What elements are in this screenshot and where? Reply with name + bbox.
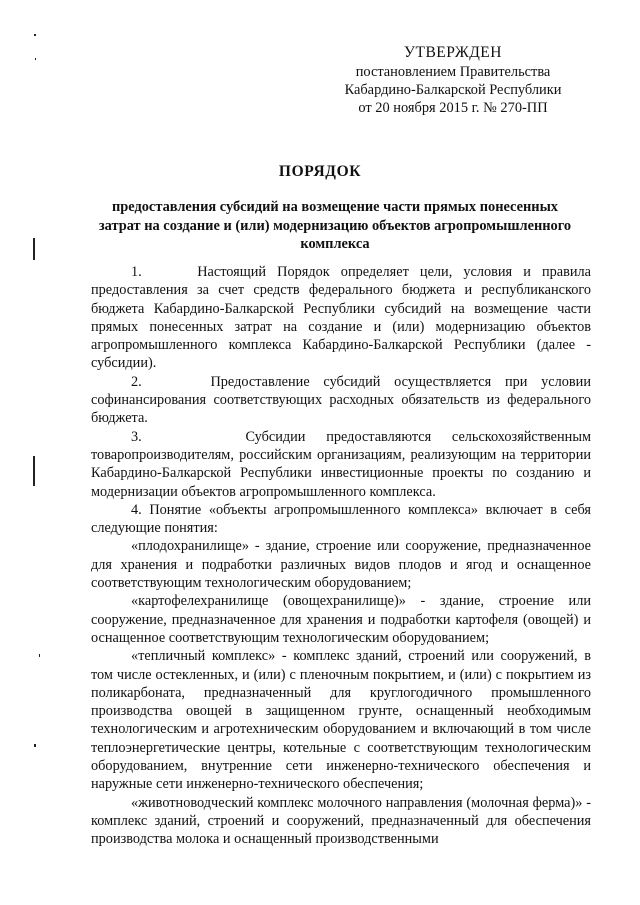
approval-line-3: от 20 ноября 2015 г. № 270-ПП	[358, 100, 548, 116]
approval-line-2: Кабардино-Балкарской Республики	[344, 82, 562, 98]
definition-dairy-farm: «животноводческий комплекс молочного направления (молочная ферма)» - комплекс зданий, строений и сооружений, предназначенный для обеспечения производства молока и оснащенный производственными	[91, 794, 591, 848]
document-subtitle: предоставления субсидий на возмещение части прямых понесенных затрат на создание и (или) модернизацию объектов агропромышленного комплекса	[98, 199, 572, 252]
scan-artifact	[34, 744, 36, 747]
document-body	[91, 263, 591, 849]
scan-artifact	[33, 238, 35, 260]
paragraph-2: 2. Предоставление субсидий осуществляется при условии софинансирования соответствующих расходных обязательств из федерального бюджета.	[91, 373, 591, 427]
paragraph-4: 4. Понятие «объекты агропромышленного комплекса» включает в себя следующие понятия:	[91, 501, 591, 537]
approval-stamp	[318, 44, 588, 117]
approval-title: УТВЕРЖДЕН	[404, 44, 502, 61]
scan-artifact	[34, 34, 36, 36]
paragraph-1: 1. Настоящий Порядок определяет цели, условия и правила предоставления за счет средств федерального бюджета и республиканского бюджета Кабардино-Балкарской Республики субсидий на возмещение части прямых понесенных затрат на создание и (или) модернизацию объектов агропромышленного комплекса Кабардино-Балкарской Республики (далее - субсидии).	[91, 264, 591, 372]
definition-fruit-storage: «плодохранилище» - здание, строение или сооружение, предназначенное для хранения и подработки различных видов плодов и ягод и оснащенное соответствующим технологическим оборудованием;	[91, 538, 591, 592]
document-title: ПОРЯДОК	[278, 163, 362, 180]
scan-artifact	[39, 654, 40, 657]
scan-artifact	[35, 58, 36, 60]
approval-line-1: постановлением Правительства	[355, 64, 551, 80]
paragraph-3: 3. Субсидии предоставляются сельскохозяйственным товаропроизводителям, российским организациям, реализующим на территории Кабардино-Балкарской Республики инвестиционные проекты по созданию и модернизации объектов агропромышленного комплекса.	[91, 428, 591, 500]
scan-artifact	[33, 456, 35, 486]
definition-greenhouse: «тепличный комплекс» - комплекс зданий, строений или сооружений, в том числе остекленных, и (или) с пленочным покрытием, и (или) с покрытием из поликарбоната, предназначенный для круглогодичного промышленного производства овощей в защищенном грунте, оснащенный необходимым технологическим и агротехническим оборудованием и включающий в том числе теплоэнергетические центры, котельные с соответствующим технологическим оборудованием, внутренние сети инженерно-технического обеспечения и наружные сети инженерно-технического обеспечения;	[91, 648, 591, 793]
definition-potato-storage: «картофелехранилище (овощехранилище)» - здание, строение или сооружение, предназначенное для хранения и подработки картофеля (овощей) и оснащенное соответствующим технологическим оборудованием;	[91, 593, 591, 646]
